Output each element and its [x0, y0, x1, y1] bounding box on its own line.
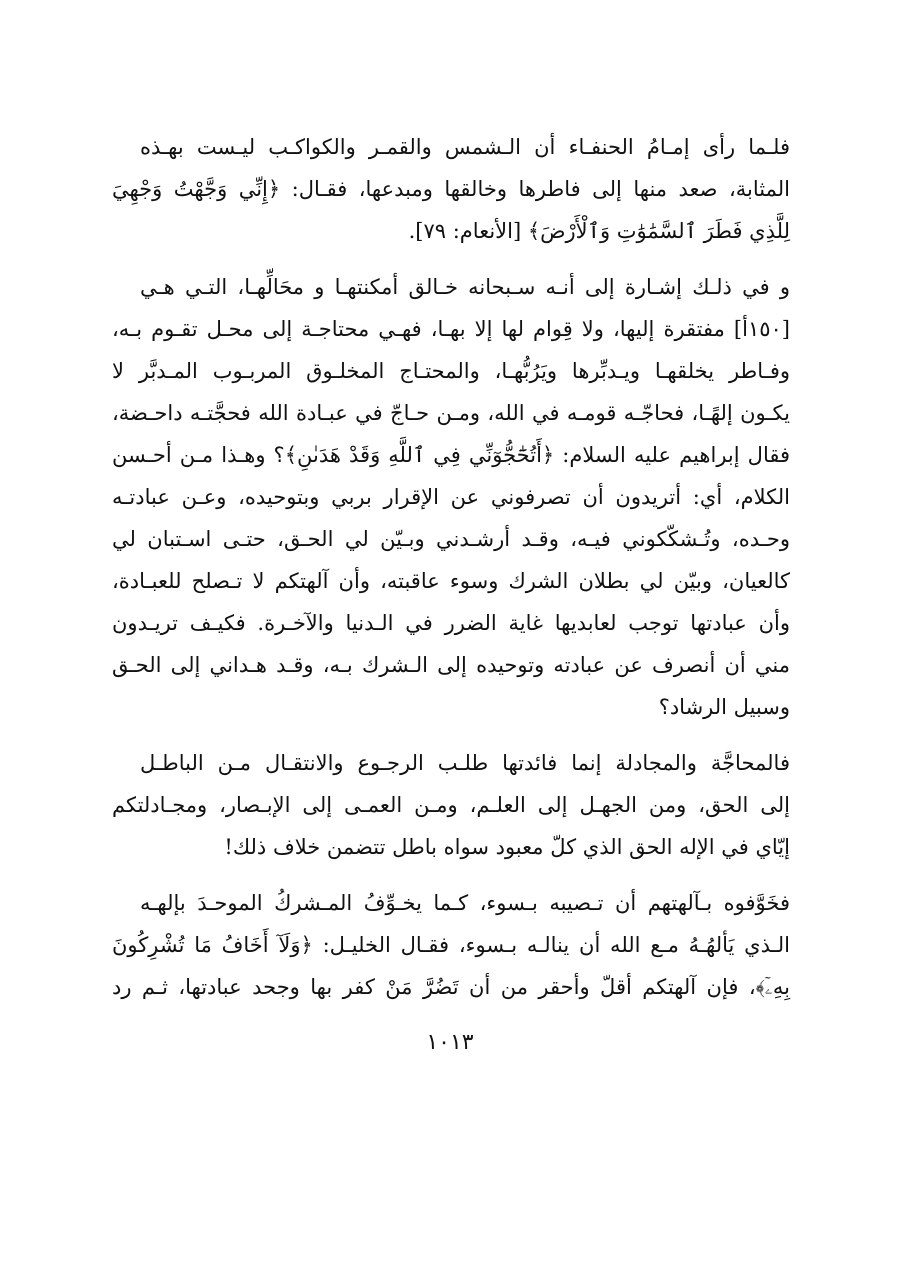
text-line: الـذي يَألهُـهُ مـع الله أن ينالـه بـسوء، فقـال الخليـل: ﴿وَلَآ أَخَافُ مَا تُشْرِكُونَ: [112, 933, 790, 957]
text-line: وأن عبادتها توجب لعابديها غاية الضرر في الـدنيا والآخـرة. فكيـف تريـدون: [112, 611, 790, 635]
text-line: إيّاي في الإله الحق الذي كلّ معبود سواه باطل تتضمن خلاف ذلك!: [224, 835, 790, 859]
text-line: إلى الحق، ومن الجهـل إلى العلـم، ومـن العمـى إلى الإبـصار، ومجـادلتكم: [112, 793, 790, 817]
text-line: مني أن أنصرف عن عبادته وتوحيده إلى الـشرك بـه، وقـد هـداني إلى الحـق: [112, 653, 790, 677]
text-line: فخَوَّفوه بـآلهتهم أن تـصيبه بـسوء، كـما يخـوِّفُ المـشركُ الموحـدَ بإلهـه: [140, 891, 790, 915]
text-line: لِلَّذِي فَطَرَ ٱلسَّمَٰوَٰتِ وَٱلْأَرْضَ﴾ [الأنعام: ٧٩].: [408, 219, 790, 243]
text-line: المثابة، صعد منها إلى فاطرها وخالقها ومبدعها، فقـال: ﴿إِنِّي وَجَّهْتُ وَجْهِيَ: [112, 177, 790, 201]
text-line: يكـون إلهًـا، فحاجّـه قومـه في الله، ومـن حـاجّ في عبـادة الله فحجَّتـه داحـضة،: [112, 401, 790, 425]
text-line: فالمحاجَّة والمجادلة إنما فائدتها طلـب الرجـوع والانتقـال مـن الباطـل: [140, 751, 790, 775]
text-line: وفـاطر يخلقهـا ويـدبِّرها ويَرُبُّهـا، والمحتـاج المخلـوق المربـوب المـدبَّر لا: [112, 359, 790, 383]
page-number: ١٠١٣: [426, 1030, 474, 1055]
text-line: فلـما رأى إمـامُ الحنفـاء أن الـشمس والقمـر والكواكـب ليـست بهـذه: [140, 135, 790, 159]
text-line: وسبيل الرشاد؟: [658, 695, 790, 719]
text-line: [١٥٠أ] مفتقرة إليها، ولا قِوام لها إلا بهـا، فهـي محتاجـة إلى محـل تقـوم بـه،: [112, 317, 790, 341]
text-line: فقال إبراهيم عليه السلام: ﴿أَتُحَٰٓجُّوٓنِّي فِي ٱللَّهِ وَقَدْ هَدَىٰنِ﴾؟ وهـذا مـن أحـسن: [112, 443, 790, 467]
text-line: الكلام، أي: أتريدون أن تصرفوني عن الإقرار بربي وبتوحيده، وعـن عبادتـه: [112, 485, 790, 509]
text-line: بِهِۦٓ﴾، فإن آلهتكم أقلّ وأحقر من أن تَضُرَّ مَنْ كفر بها وجحد عبادتها، ثـم رد: [112, 975, 790, 999]
text-line: وحـده، وتُـشكّكوني فيـه، وقـد أرشـدني وبـيّن لي الحـق، حتـى اسـتبان لي: [112, 527, 790, 551]
text-line: و في ذلـك إشـارة إلى أنـه سـبحانه خـالق أمكنتهـا و محَالِّهـا، التـي هـي: [140, 275, 790, 299]
text-line: كالعيان، وبيّن لي بطلان الشرك وسوء عاقبته، وأن آلهتكم لا تـصلح للعبـادة،: [112, 569, 790, 593]
